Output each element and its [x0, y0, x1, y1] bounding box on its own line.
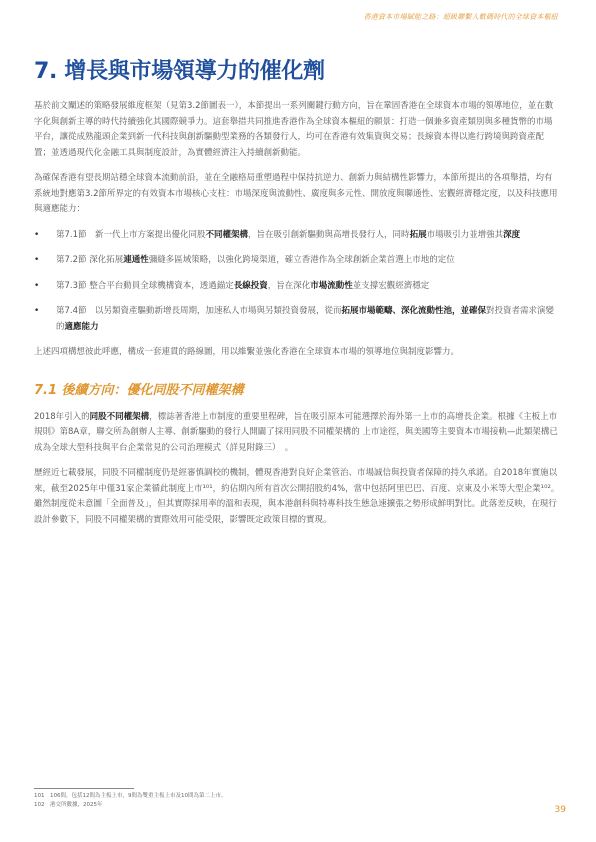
subsection-title: 7.1 後續方向：優化同股不同權架構 — [34, 382, 244, 398]
list-item: • 第7.2節 深化拓展連通性彌縫多區域策略，以強化跨境渠道，確立香港作為全球創新企業首選上市地的定位 — [34, 253, 560, 269]
bullet-icon: • — [34, 280, 40, 291]
footnote-102: 102 港交所數據，2025年 — [34, 802, 103, 808]
intro-paragraph-2: 為確保香港有望長期站穩全球資本流動前沿，並在全融格局重塑過程中保持抗逆力、創新力與結構性影響力，本節所提出的各項舉措，均有系統地對應第3.2節所界定的有效資本市場核心支柱：市場深度與流動性、廣度與多元性、開放度與聯通性、宏觀經濟穩定度，以及科技應用與適應能力： — [34, 173, 558, 214]
section-title: 7. 增長與市場領導力的催化劑 — [34, 59, 325, 84]
action-list — [34, 228, 560, 336]
running-header: 香港資本市場賦能之路：超級聯繫人數碼時代的全球資本樞紐 — [363, 13, 558, 21]
bullet-icon: • — [34, 255, 40, 265]
footnote-divider — [34, 788, 134, 789]
page-number: 39 — [554, 805, 566, 815]
footnote-101: 101 106間，包括12間為主板上市，9間為雙重主板上市及10間為第二上市。 — [34, 793, 227, 799]
list-item: • 第7.1節 新一代上市方案提出優化同股不同權架構，旨在吸引創新驅動與高增長發行人，同時拓展市場吸引力並增強其深度 — [34, 228, 560, 244]
bullet-icon: • — [34, 229, 40, 240]
outro-paragraph: 上述四項構想彼此呼應，構成一套連貫的路線圖，用以維繫並強化香港在全球資本市場的領導地位與制度影響力。 — [34, 347, 460, 357]
intro-paragraph-1: 基於前文闡述的策略發展維度框架（見第3.2節圖表一），本節提出一系列關鍵行動方向，旨在鞏固香港在全球資本市場的領導地位，並在數字化與創新主導的時代持續強化其國際競爭力。這套舉措共同推進香港作為全球資本樞紐的願景：打造一個兼多資產類別與多種貨幣的市場平台，讓從成熟龍頭企業到新一代科技與創新驅動型業務的各類發行人，均可在香港有效集資與交易；長線資本得以進行跨境與跨資產配置；並透過現代化金融工具與制度設計，為實體經濟注入持續創新動能。 — [34, 101, 554, 158]
list-item: • 第7.4節 以另類資產驅動新增長周期，加速私人市場與另類投資發展，從而拓展市場範疇、深化流動性池，並確保對投資者需求演變的適應能力 — [34, 306, 555, 332]
list-item: • 第7.3節 整合平台動員全球機構資本，透過錨定長線投資，旨在深化市場流動性並支撐宏觀經濟穩定 — [34, 279, 560, 295]
body-paragraph-2: 歷經近七載發展，同股不同權制度仍是經審慎調校的機制，體現香港對良好企業管治、市場誠信與投資者保障的持久承諾。自2018年實施以來，截至2025年中僅31家企業循此制度上市¹⁰¹，約佔期內所有首次公開招股約4%，當中包括阿里巴巴、百度、京東及小米等大型企業¹⁰²。雖然制度從未意圖「全面普及」，但其實際採用率的溫和表現，與本港創科與特專科技生態急速擴張之勢形成鮮明對比。此落差反映，在現行設計參數下，同股不同權架構的實際效用可能受限，影響既定政策目標的實現。 — [34, 468, 560, 525]
main-content — [34, 54, 560, 538]
bullet-icon: • — [34, 306, 40, 316]
body-paragraph-1: 2018年引入的同股不同權架構，標誌著香港上市制度的重要里程碑，旨在吸引原本可能選擇於海外第一上市的高增長企業。根據《主板上市規則》第8A章，聯交所為創辦人主導、創新驅動的發行人開闢了採用同股不同權架構的 上市途徑，與美國等主要資本市場接軌—此類架構已成為全球大型科技與平台企業常見的公司治理模式（詳見附錄三） 。 — [34, 411, 558, 453]
footnotes — [34, 788, 560, 810]
